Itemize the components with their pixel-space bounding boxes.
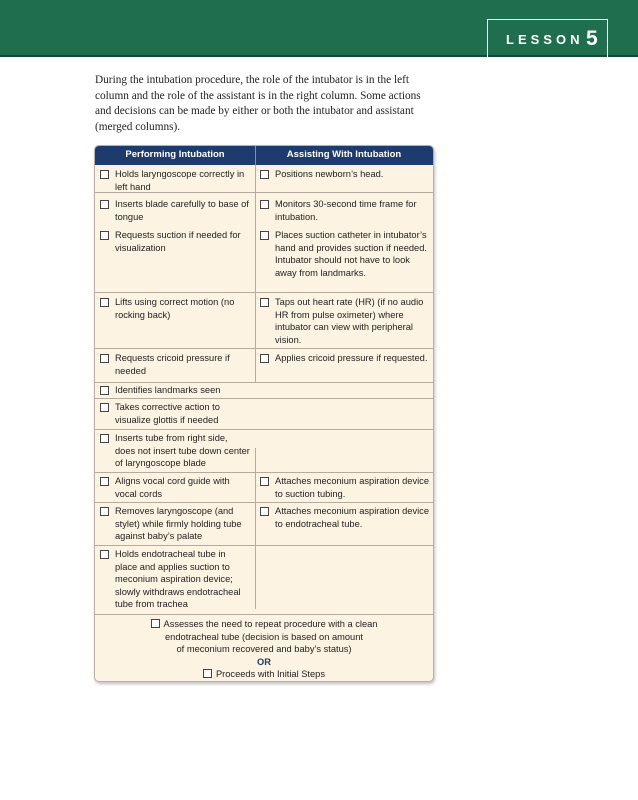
checkbox[interactable] [100,434,109,443]
table-row: Applies cricoid pressure if requested. [260,352,430,365]
merged-line: Assesses the need to repeat procedure with a clean [95,618,433,631]
row-divider [95,348,433,349]
column-header-assisting: Assisting With Intubation [286,149,402,160]
checkbox[interactable] [100,298,109,307]
checkbox[interactable] [260,354,269,363]
table-row: Positions newborn’s head. [260,168,430,181]
table-row: Inserts tube from right side, does not insert tube down center of laryngoscope blade [100,432,250,470]
table-row: Aligns vocal cord guide with vocal cords [100,475,250,500]
table-row: Inserts blade carefully to base of tongue [100,198,250,223]
or-label: OR [257,656,271,667]
table-row: Removes laryngoscope (and stylet) while firmly holding tube against baby’s palate [100,505,250,543]
checkbox[interactable] [100,477,109,486]
checkbox[interactable] [260,477,269,486]
checkbox[interactable] [100,200,109,209]
checkbox[interactable] [151,619,160,628]
table-row: Requests cricoid pressure if needed [100,352,250,377]
checkbox[interactable] [100,354,109,363]
table-row: Requests suction if needed for visualization [100,229,250,254]
checkbox[interactable] [100,386,109,395]
lesson-number: 5 [586,27,598,50]
row-divider [95,545,433,546]
table-row: Attaches meconium aspiration device to suction tubing. [260,475,430,500]
checkbox[interactable] [100,170,109,179]
checkbox[interactable] [100,231,109,240]
merged-line: endotracheal tube (decision is based on amount [165,631,363,642]
checkbox[interactable] [260,200,269,209]
merged-line: of meconium recovered and baby’s status) [176,644,352,654]
table-row: Holds endotracheal tube in place and applies suction to meconium aspiration device; slowly withdraws endotracheal tube from trachea [100,548,250,611]
table-row: Lifts using correct motion (no rocking back) [100,296,250,321]
merged-decision-row [95,618,433,681]
row-divider [95,614,433,615]
row-divider [95,292,433,293]
row-divider [95,382,433,383]
intro-paragraph: During the intubation procedure, the role of the intubator is in the left column and the role of the assistant is in the right column. Some actions and decisions can be made by either or both the intubator and assistant (merged columns). [95,74,421,133]
checkbox[interactable] [100,507,109,516]
table-row: Attaches meconium aspiration device to endotracheal tube. [260,505,430,530]
intubation-roles-table [94,145,434,682]
table-row: Holds laryngoscope correctly in left hand [100,168,250,193]
column-header-performing: Performing Intubation [125,149,225,160]
table-row: Identifies landmarks seen [100,384,250,397]
table-row: Takes corrective action to visualize glottis if needed [100,401,250,426]
checkbox[interactable] [260,170,269,179]
row-divider [95,429,433,430]
table-header [95,146,433,165]
checkbox[interactable] [203,669,212,678]
table-row: Places suction catheter in intubator’s hand and provides suction if needed. Intubator should not have to look away from landmarks. [260,229,430,279]
lesson-label: LESSON [506,32,584,47]
checkbox[interactable] [100,403,109,412]
checkbox[interactable] [260,231,269,240]
checkbox[interactable] [100,550,109,559]
merged-line: Proceeds with Initial Steps [95,668,433,681]
row-divider [95,472,433,473]
checkbox[interactable] [260,507,269,516]
table-row: Monitors 30-second time frame for intubation. [260,198,430,223]
column-divider [255,165,256,383]
row-divider [95,398,433,399]
table-row: Taps out heart rate (HR) (if no audio HR from pulse oximeter) where intubator can view with peripheral vision. [260,296,430,346]
row-divider [95,502,433,503]
checkbox[interactable] [260,298,269,307]
